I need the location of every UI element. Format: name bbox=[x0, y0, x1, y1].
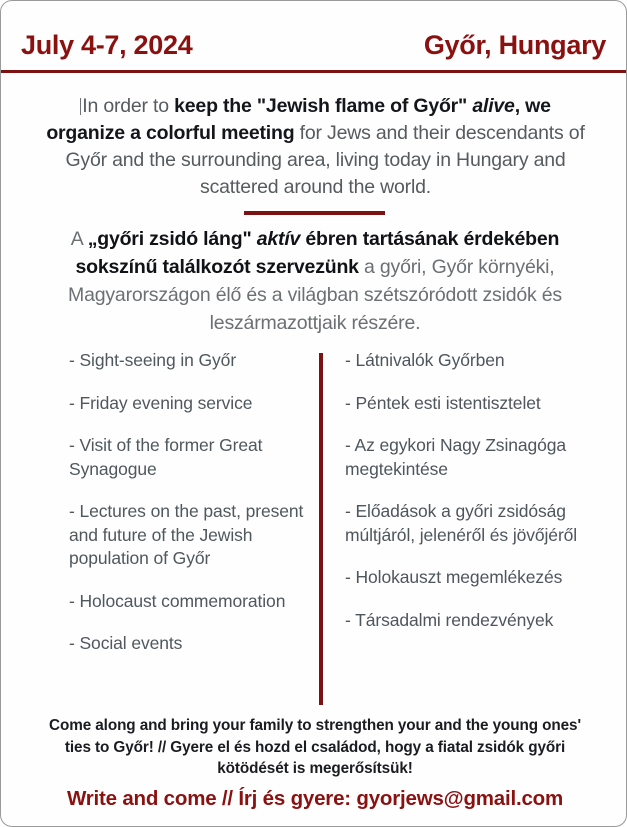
program-list-hungarian bbox=[345, 349, 585, 632]
list-item: - Lectures on the past, present and future of the Jewish population of Győr bbox=[69, 501, 304, 568]
contact-email-line: Write and come // Írj és gyere: gyorjews@gmail.com bbox=[66, 787, 564, 810]
list-item: - Holokauszt megemlékezés bbox=[345, 567, 563, 587]
list-item: - Előadások a győri zsidóság múltjáról, jelenéről és jövőjéről bbox=[345, 501, 578, 545]
intro-hu-segment-1: A bbox=[70, 228, 88, 250]
intro-paragraph-hungarian bbox=[39, 225, 591, 337]
intro-paragraph-english bbox=[43, 93, 588, 201]
list-item: - Az egykori Nagy Zsinagóga megtekintése bbox=[345, 435, 567, 479]
intro-hu-segment-2-bold: „győri zsidó láng" bbox=[87, 228, 257, 250]
event-location: Győr, Hungary bbox=[423, 29, 606, 60]
program-columns bbox=[1, 349, 627, 709]
list-item: - Holocaust commemoration bbox=[69, 590, 286, 611]
list-item: - Friday evening service bbox=[69, 392, 253, 413]
intro-hu-segment-4-bold: ébren tartásának érdekében sokszínű találkozót szervezünk bbox=[75, 228, 560, 278]
intro-hu-segment-3-bold-italic: aktív bbox=[256, 228, 301, 250]
list-item: - Sight-seeing in Győr bbox=[69, 350, 237, 370]
list-item: - Társadalmi rendezvények bbox=[345, 609, 554, 630]
list-item: - Látnivalók Győrben bbox=[345, 350, 505, 370]
event-dates: July 4-7, 2024 bbox=[21, 29, 193, 60]
intro-en-segment-3-bold-italic: alive bbox=[472, 95, 515, 117]
list-item: - Visit of the former Great Synagogue bbox=[69, 435, 263, 479]
intro-en-segment-1: In order to bbox=[82, 95, 175, 117]
flyer-header bbox=[21, 25, 606, 65]
header-divider-rule bbox=[1, 70, 627, 73]
intro-en-segment-5: for Jews and their descendants of Győr and the surrounding area, living today in Hungary and scattered around the world. bbox=[65, 122, 585, 198]
intro-hu-segment-5: a győri, Győr környéki, Magyarországon élő és a világban szétszóródott zsidók és leszármazottjaik részére. bbox=[68, 256, 562, 334]
call-to-action-text: Come along and bring your family to strengthen your and the young ones' ties to Győr! // Gyere el és hozd el családod, hogy a fiatal zsidók győri kötödését is megerősítsük! bbox=[49, 717, 581, 777]
section-divider-rule bbox=[244, 211, 385, 215]
list-item: - Péntek esti istentisztelet bbox=[345, 392, 541, 413]
program-list-english bbox=[69, 349, 304, 656]
intro-en-segment-4-bold: , we organize a colorful meeting bbox=[46, 95, 551, 144]
column-divider-rule bbox=[319, 353, 323, 705]
intro-en-segment-2-bold: keep the "Jewish flame of Győr" bbox=[174, 95, 473, 117]
list-item: - Social events bbox=[69, 633, 183, 653]
